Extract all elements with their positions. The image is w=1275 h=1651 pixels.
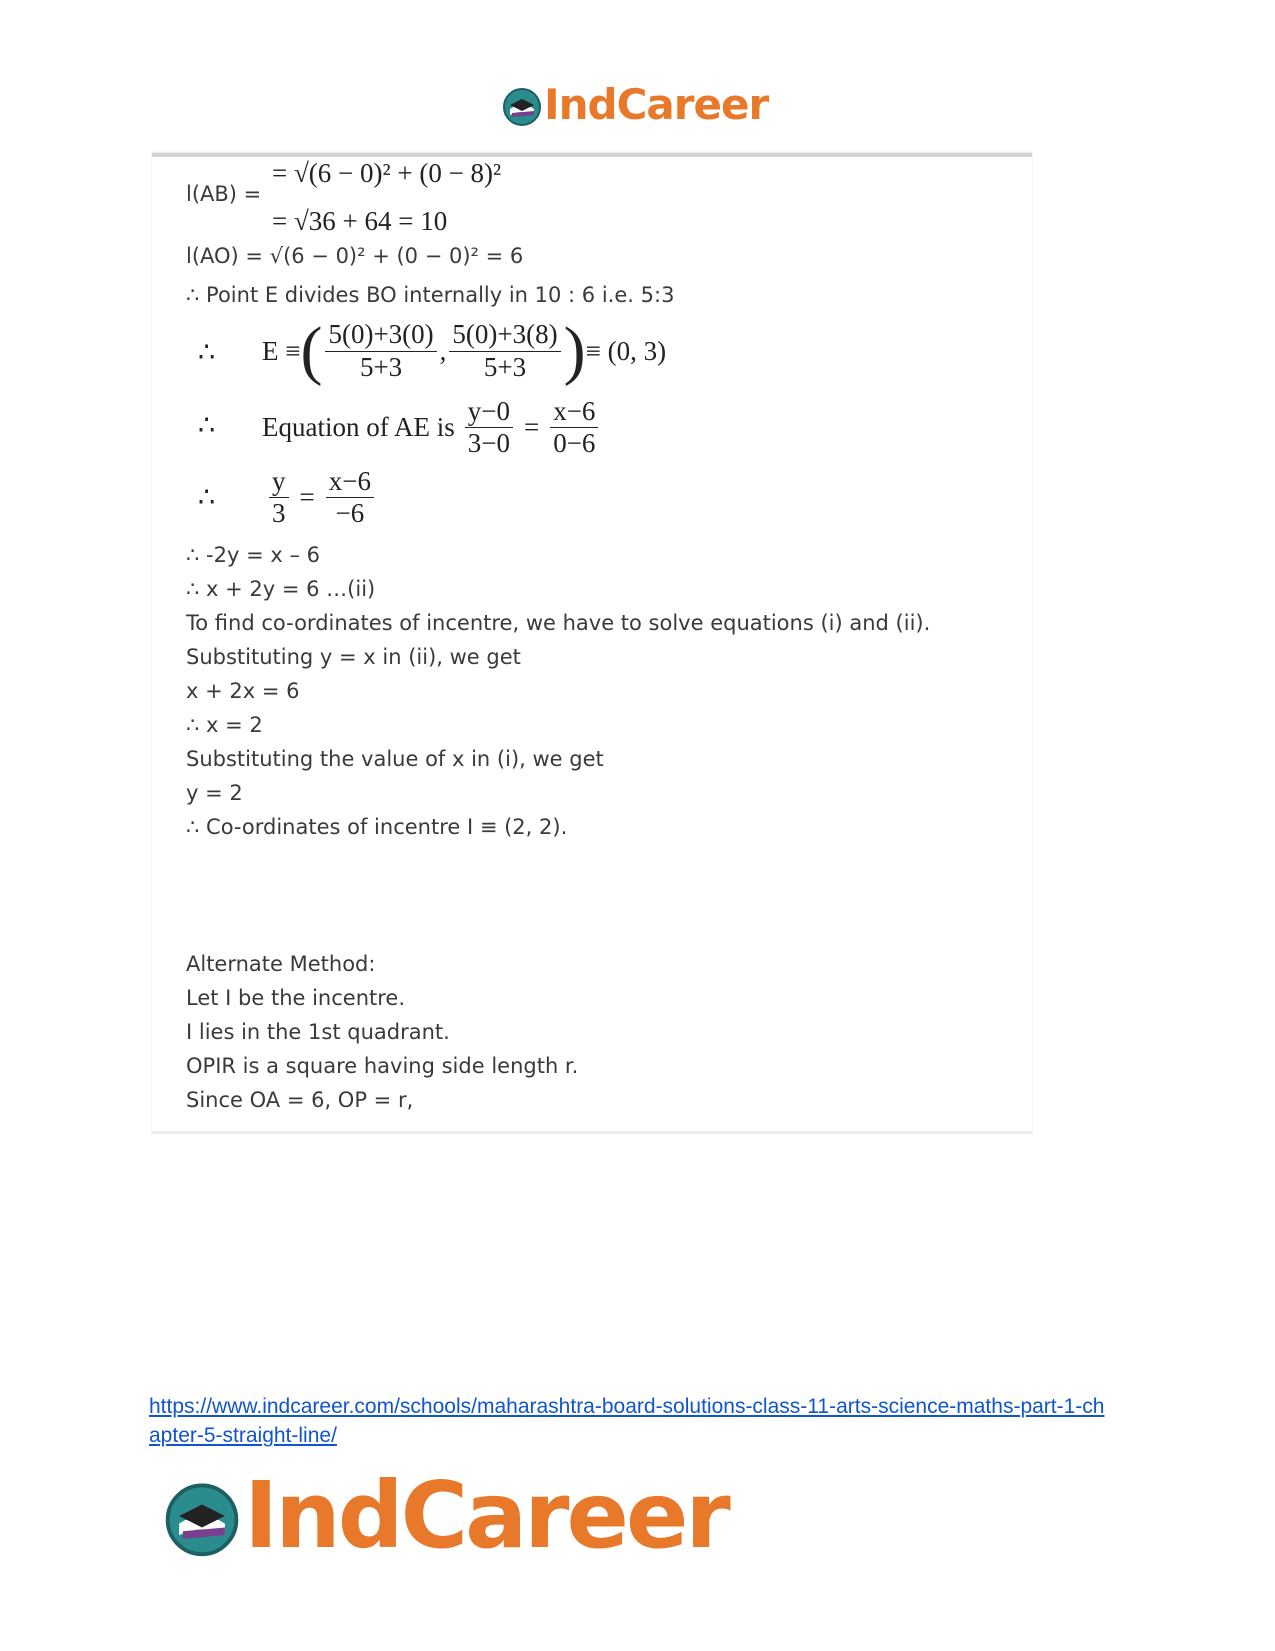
numerator: x−6 — [550, 396, 598, 428]
simp-prefix: ∴ — [198, 482, 216, 512]
text-line: ∴ Co-ordinates of incentre I ≡ (2, 2). — [186, 815, 568, 839]
numerator: x−6 — [326, 466, 374, 498]
panel-divider — [152, 1131, 1032, 1134]
text-line: ∴ x + 2y = 6 …(ii) — [186, 577, 376, 601]
simplified-equation — [266, 466, 377, 529]
text-line: ∴ -2y = x – 6 — [186, 543, 320, 567]
globe-cap-icon — [500, 83, 544, 127]
denominator: 5+3 — [359, 351, 403, 382]
fraction-rhs — [550, 396, 598, 459]
text-line: Let I be the incentre. — [186, 986, 406, 1010]
header-logo — [500, 80, 768, 129]
logo-text: IndCareer — [544, 80, 769, 129]
text-line: ∴ x = 2 — [186, 713, 263, 737]
equals-sign: = — [523, 412, 540, 443]
footer-logo — [160, 1462, 728, 1569]
fraction-y — [449, 319, 560, 382]
source-link[interactable]: https://www.indcareer.com/schools/maharashtra-board-solutions-class-11-arts-science-maths-part-1-chapter-5-straight-line/ — [149, 1395, 1105, 1447]
numerator: 5(0)+3(8) — [449, 319, 560, 351]
numerator: y — [269, 466, 289, 498]
ae-equation — [262, 396, 601, 459]
fraction-rhs — [326, 466, 374, 529]
fraction-lhs — [465, 396, 513, 459]
denominator: 0−6 — [553, 428, 596, 459]
text-line: Alternate Method: — [186, 952, 376, 976]
equals-sign: = — [299, 482, 315, 513]
e-rhs: ≡ (0, 3) — [585, 335, 667, 366]
numerator: y−0 — [465, 396, 513, 428]
denominator: −6 — [335, 498, 365, 529]
fraction-x — [325, 319, 436, 382]
denominator: 3−0 — [467, 428, 510, 459]
e-prefix: ∴ — [198, 337, 216, 367]
lao-line: l(AO) = √(6 − 0)² + (0 − 0)² = 6 — [186, 244, 524, 268]
text-line: OPIR is a square having side length r. — [186, 1054, 579, 1078]
denominator: 5+3 — [483, 351, 527, 382]
lab-label: l(AB) = — [186, 182, 262, 206]
lab-line1: = √(6 − 0)² + (0 − 8)² — [272, 158, 502, 188]
globe-cap-icon — [160, 1474, 244, 1558]
right-paren: ) — [563, 314, 586, 387]
text-line: To find co-ordinates of incentre, we have to solve equations (i) and (ii). — [186, 611, 931, 635]
text-line: Since OA = 6, OP = r, — [186, 1088, 414, 1112]
e-lhs: E ≡ — [262, 335, 301, 366]
e-coordinate-formula: E ≡ ( $\frac{5(0)+3(0)}{5+3}$ , $\frac{5(0)+3(8)}{5+3}$ ) ≡ (0, 3) — [262, 314, 667, 387]
text-line: y = 2 — [186, 781, 243, 805]
numerator: 5(0)+3(0) — [325, 319, 436, 351]
text-line: Substituting y = x in (ii), we get — [186, 645, 521, 669]
text-line: I lies in the 1st quadrant. — [186, 1020, 450, 1044]
text-line: Substituting the value of x in (i), we get — [186, 747, 604, 771]
lab-line2: = √36 + 64 = 10 — [272, 206, 448, 236]
ae-prefix: ∴ — [198, 410, 216, 440]
left-paren: ( — [300, 314, 323, 387]
point-e-line: ∴ Point E divides BO internally in 10 : 6 i.e. 5:3 — [186, 283, 675, 307]
denominator: 3 — [272, 498, 286, 529]
text-line: x + 2x = 6 — [186, 679, 300, 703]
fraction-lhs — [269, 466, 289, 529]
ae-text: Equation of AE is — [262, 412, 455, 443]
logo-text: IndCareer — [244, 1462, 728, 1569]
